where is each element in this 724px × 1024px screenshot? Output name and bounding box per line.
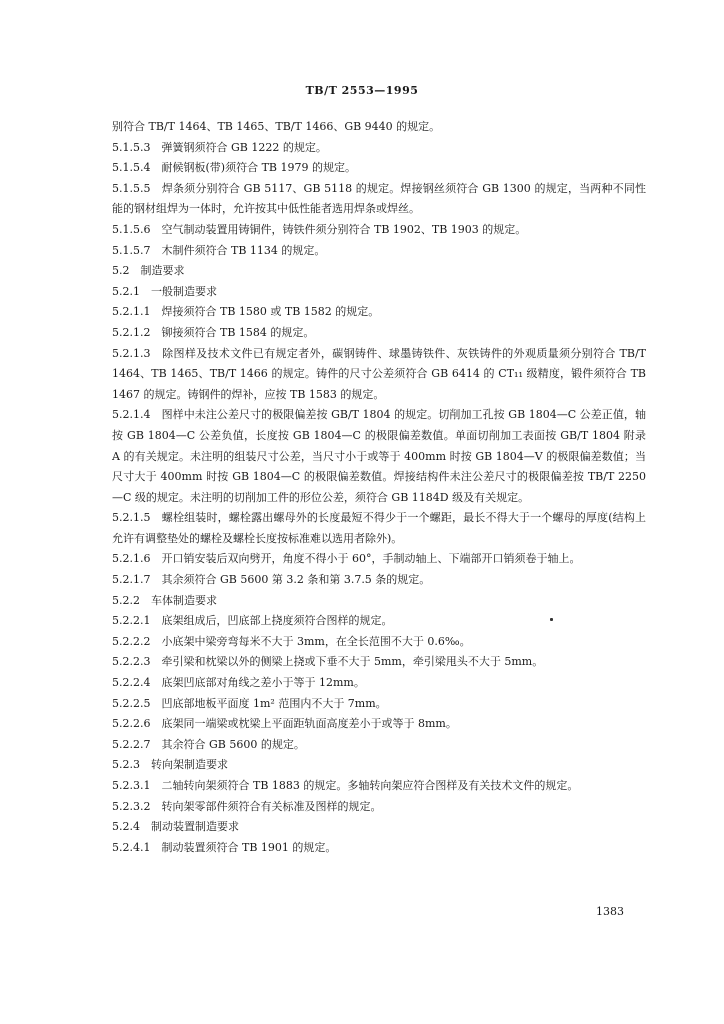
clause-5-2-1-3: 5.2.1.3 除图样及技术文件已有规定者外，碳钢铸件、球墨铸铁件、灰铁铸件的外观质量须分别符合 TB/T 1464、TB 1465、TB/T 1466 的规定。铸件的尺寸公差须符合 GB 6414 的 CT₁₁ 级精度，锻件须符合 TB 1467 的规定。铸钢件的焊补，应按 TB 1583 的规定。 bbox=[112, 346, 646, 401]
clause-5-1-5-5: 5.1.5.5 焊条须分别符合 GB 5117、GB 5118 的规定。焊接钢丝须符合 GB 1300 的规定，当两种不同性能的钢材组焊为一体时，允许按其中低性能者选用焊条或焊丝。 bbox=[112, 181, 646, 216]
clause-5-2-2-5: 5.2.2.5 凹底部地板平面度 1m² 范围内不大于 7mm。 bbox=[112, 696, 387, 710]
section-5-2-2-heading: 5.2.2 车体制造要求 bbox=[112, 593, 217, 607]
clause-5-2-2-3: 5.2.2.3 牵引梁和枕梁以外的侧梁上挠或下垂不大于 5mm，牵引梁甩头不大于 5mm。 bbox=[112, 655, 544, 669]
scan-speck bbox=[550, 618, 553, 621]
clause-5-2-2-6: 5.2.2.6 底架同一端梁或枕梁上平面距轨面高度差小于或等于 8mm。 bbox=[112, 717, 457, 731]
page-number: 1383 bbox=[596, 905, 624, 918]
text-line: 别符合 TB/T 1464、TB 1465、TB/T 1466、GB 9440 的规定。 bbox=[112, 120, 441, 133]
body-text bbox=[112, 117, 646, 858]
clause-5-2-4-1: 5.2.4.1 制动装置须符合 TB 1901 的规定。 bbox=[112, 840, 337, 854]
clause-5-2-3-2: 5.2.3.2 转向架零部件须符合有关标准及图样的规定。 bbox=[112, 799, 382, 813]
section-5-2-heading: 5.2 制造要求 bbox=[112, 264, 185, 278]
clause-5-2-2-2: 5.2.2.2 小底架中梁旁弯每米不大于 3mm，在全长范围不大于 0.6‰。 bbox=[112, 634, 471, 648]
section-5-2-4-heading: 5.2.4 制动装置制造要求 bbox=[112, 820, 239, 834]
clause-5-2-1-6: 5.2.1.6 开口销安装后双向劈开，角度不得小于 60°，手制动轴上、下端部开口销须卷于轴上。 bbox=[112, 552, 581, 566]
clause-5-2-1-1: 5.2.1.1 焊接须符合 TB 1580 或 TB 1582 的规定。 bbox=[112, 305, 380, 319]
page-header: TB/T 2553—1995 bbox=[305, 84, 419, 97]
clause-5-2-1-2: 5.2.1.2 铆接须符合 TB 1584 的规定。 bbox=[112, 325, 315, 339]
clause-5-2-1-5: 5.2.1.5 螺栓组装时，螺栓露出螺母外的长度最短不得少于一个螺距，最长不得大于一个螺母的厚度(结构上允许有调整垫处的螺栓及螺栓长度按标准难以选用者除外)。 bbox=[112, 511, 646, 545]
clause-5-2-1-7: 5.2.1.7 其余须符合 GB 5600 第 3.2 条和第 3.7.5 条的规定。 bbox=[112, 573, 431, 587]
clause-5-2-3-1: 5.2.3.1 二轴转向架须符合 TB 1883 的规定。多轴转向架应符合图样及有关技术文件的规定。 bbox=[112, 779, 579, 792]
clause-5-2-1-4: 5.2.1.4 图样中未注公差尺寸的极限偏差按 GB/T 1804 的规定。切削加工孔按 GB 1804—C 公差正值，轴按 GB 1804—C 公差负值，长度按 GB 1804—C 的极限偏差数值。单面切削加工表面按 GB/T 1804 附录 A 的有关规定。未注明的组装尺寸公差，当尺寸小于或等于 400mm 时按 GB 1804—V 的极限偏差数值；当尺寸大于 400mm 时按 GB 1804—C 的极限偏差数值。焊接结构件未注公差尺寸的极限偏差按 TB/T 2250—C 级的规定。未注明的切削加工件的形位公差，须符合 GB 1184D 级及有关规定。 bbox=[112, 408, 646, 504]
section-5-2-3-heading: 5.2.3 转向架制造要求 bbox=[112, 758, 228, 772]
clause-5-1-5-6: 5.1.5.6 空气制动装置用铸铜件，铸铁件须分别符合 TB 1902、TB 1903 的规定。 bbox=[112, 222, 527, 236]
clause-5-2-2-4: 5.2.2.4 底架凹底部对角线之差小于等于 12mm。 bbox=[112, 676, 365, 690]
section-5-2-1-heading: 5.2.1 一般制造要求 bbox=[112, 284, 217, 298]
clause-5-2-2-1: 5.2.2.1 底架组成后，凹底部上挠度须符合图样的规定。 bbox=[112, 614, 393, 628]
clause-5-1-5-7: 5.1.5.7 木制件须符合 TB 1134 的规定。 bbox=[112, 243, 326, 257]
clause-5-1-5-3: 5.1.5.3 弹簧钢须符合 GB 1222 的规定。 bbox=[112, 140, 327, 154]
clause-5-1-5-4: 5.1.5.4 耐候钢板(带)须符合 TB 1979 的规定。 bbox=[112, 161, 356, 175]
clause-5-2-2-7: 5.2.2.7 其余符合 GB 5600 的规定。 bbox=[112, 737, 305, 751]
